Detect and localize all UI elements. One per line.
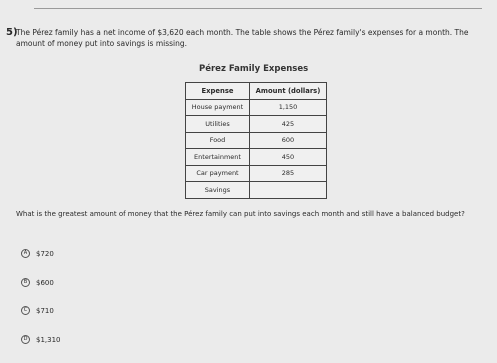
choice-text: $1,310	[36, 335, 61, 344]
table-row	[186, 132, 327, 149]
table-title: Pérez Family Expenses	[199, 64, 309, 74]
choice-bubble-icon[interactable]: C	[21, 306, 30, 315]
choice-text: $710	[36, 306, 54, 315]
amount-cell	[250, 182, 327, 199]
amount-cell: 1,150	[250, 99, 327, 116]
question-number: 5)	[6, 27, 18, 38]
expense-cell: Entertainment	[186, 149, 250, 166]
answer-choice-d[interactable]	[21, 335, 61, 344]
expense-cell: House payment	[186, 99, 250, 116]
amount-cell: 425	[250, 116, 327, 133]
amount-cell: 285	[250, 165, 327, 182]
table-row	[186, 182, 327, 199]
choice-bubble-icon[interactable]: B	[21, 278, 30, 287]
amount-cell: 450	[250, 149, 327, 166]
question-prompt: The Pérez family has a net income of $3,620 each month. The table shows the Pérez family's expenses for a month. The amount of money put into savings is missing.	[16, 28, 469, 48]
top-divider	[34, 8, 482, 9]
table-row	[186, 99, 327, 116]
choice-bubble-icon[interactable]: D	[21, 335, 30, 344]
expense-cell: Utilities	[186, 116, 250, 133]
expenses-table	[185, 82, 327, 199]
choice-text: $720	[36, 249, 54, 258]
expense-cell: Car payment	[186, 165, 250, 182]
choice-bubble-icon[interactable]: A	[21, 249, 30, 258]
amount-cell: 600	[250, 132, 327, 149]
column-header-amount: Amount (dollars)	[250, 83, 327, 100]
table-row	[186, 149, 327, 166]
table-row	[186, 116, 327, 133]
expense-cell: Food	[186, 132, 250, 149]
choice-text: $600	[36, 278, 54, 287]
answer-choice-c[interactable]	[21, 306, 54, 315]
sub-question: What is the greatest amount of money that the Pérez family can put into savings each month and still have a balanced budget?	[16, 210, 465, 218]
expense-cell: Savings	[186, 182, 250, 199]
column-header-expense: Expense	[186, 83, 250, 100]
answer-choice-a[interactable]	[21, 249, 54, 258]
table-header-row	[186, 83, 327, 100]
table-row	[186, 165, 327, 182]
answer-choice-b[interactable]	[21, 278, 54, 287]
